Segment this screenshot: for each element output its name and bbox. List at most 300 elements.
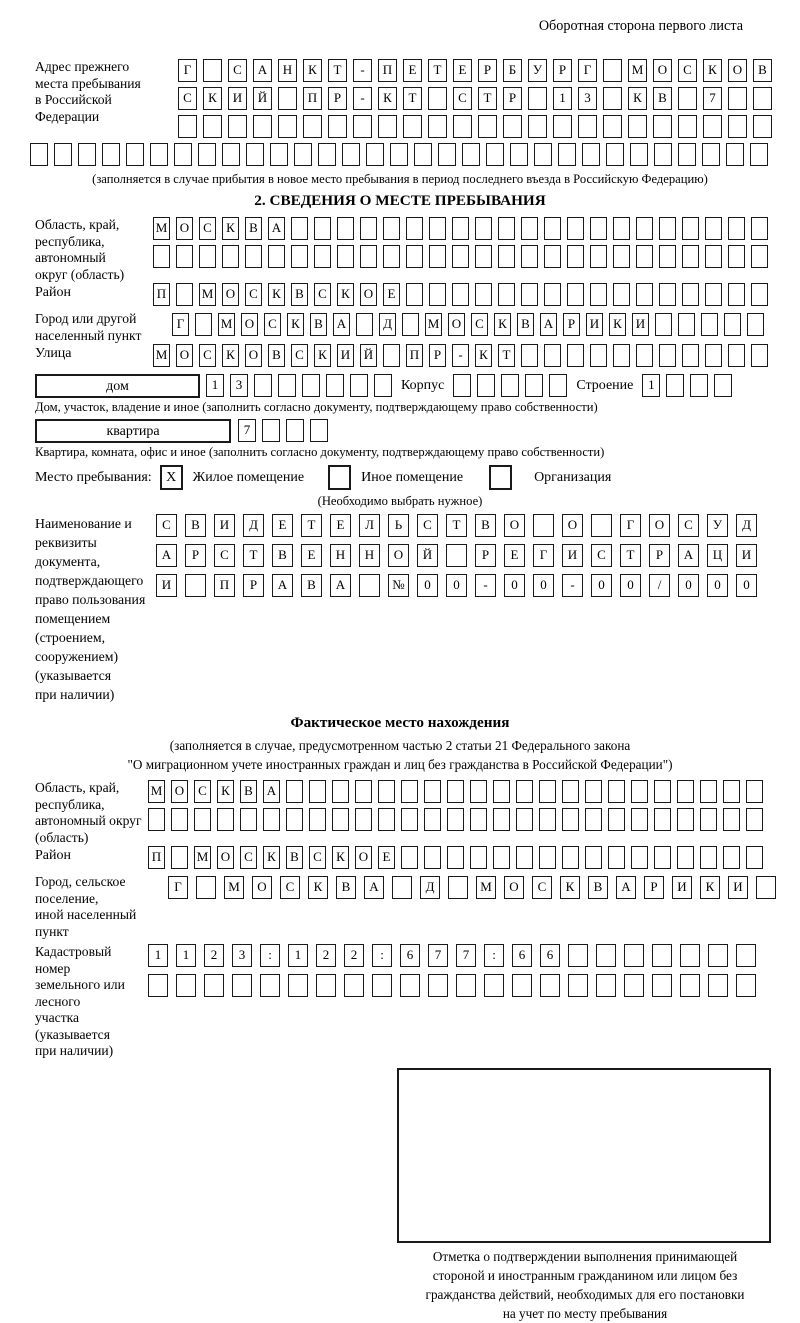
grid-cell[interactable]: [401, 780, 418, 803]
grid-cell[interactable]: [746, 780, 763, 803]
grid-cell[interactable]: В: [475, 514, 496, 537]
grid-cell[interactable]: [700, 808, 717, 831]
grid-cell[interactable]: [659, 217, 676, 240]
grid-cell[interactable]: С: [199, 217, 216, 240]
grid-cell[interactable]: Н: [278, 59, 297, 82]
grid-cell[interactable]: Д: [736, 514, 757, 537]
grid-cell[interactable]: [171, 846, 188, 869]
grid-cell[interactable]: [302, 374, 320, 397]
grid-cell[interactable]: [314, 217, 331, 240]
grid-cell[interactable]: [360, 217, 377, 240]
grid-cell[interactable]: [613, 283, 630, 306]
grid-cell[interactable]: [516, 808, 533, 831]
grid-cell[interactable]: [747, 313, 764, 336]
grid-cell[interactable]: В: [517, 313, 534, 336]
grid-cell[interactable]: 3: [232, 944, 252, 967]
grid-cell[interactable]: [278, 115, 297, 138]
grid-cell[interactable]: [401, 846, 418, 869]
grid-cell[interactable]: [174, 143, 192, 166]
grid-cell[interactable]: П: [148, 846, 165, 869]
grid-cell[interactable]: [567, 245, 584, 268]
grid-cell[interactable]: [603, 115, 622, 138]
grid-cell[interactable]: [286, 780, 303, 803]
grid-cell[interactable]: [636, 344, 653, 367]
grid-cell[interactable]: [378, 808, 395, 831]
grid-cell[interactable]: [262, 419, 280, 442]
grid-cell[interactable]: [677, 808, 694, 831]
grid-cell[interactable]: Г: [168, 876, 188, 899]
grid-cell[interactable]: [723, 808, 740, 831]
grid-cell[interactable]: [591, 514, 612, 537]
grid-cell[interactable]: [544, 344, 561, 367]
grid-cell[interactable]: К: [628, 87, 647, 110]
grid-cell[interactable]: [680, 974, 700, 997]
grid-cell[interactable]: [447, 846, 464, 869]
grid-cell[interactable]: [406, 283, 423, 306]
grid-cell[interactable]: [288, 974, 308, 997]
grid-cell[interactable]: [478, 115, 497, 138]
grid-cell[interactable]: К: [703, 59, 722, 82]
grid-cell[interactable]: [708, 944, 728, 967]
grid-cell[interactable]: С: [264, 313, 281, 336]
grid-cell[interactable]: А: [678, 544, 699, 567]
grid-cell[interactable]: [562, 846, 579, 869]
grid-cell[interactable]: [659, 344, 676, 367]
grid-cell[interactable]: В: [245, 217, 262, 240]
grid-cell[interactable]: -: [452, 344, 469, 367]
grid-cell[interactable]: [751, 217, 768, 240]
grid-cell[interactable]: С: [291, 344, 308, 367]
grid-cell[interactable]: [171, 808, 188, 831]
grid-cell[interactable]: [751, 283, 768, 306]
grid-cell[interactable]: [746, 808, 763, 831]
grid-cell[interactable]: [470, 846, 487, 869]
grid-cell[interactable]: [608, 846, 625, 869]
grid-cell[interactable]: [631, 846, 648, 869]
grid-cell[interactable]: 7: [703, 87, 722, 110]
grid-cell[interactable]: [356, 313, 373, 336]
grid-cell[interactable]: [355, 780, 372, 803]
grid-cell[interactable]: Е: [383, 283, 400, 306]
grid-cell[interactable]: [401, 808, 418, 831]
grid-cell[interactable]: 0: [504, 574, 525, 597]
grid-cell[interactable]: Г: [178, 59, 197, 82]
grid-cell[interactable]: [148, 808, 165, 831]
grid-cell[interactable]: Р: [243, 574, 264, 597]
dom-field-box[interactable]: дом: [35, 374, 200, 398]
grid-cell[interactable]: [630, 143, 648, 166]
grid-cell[interactable]: И: [562, 544, 583, 567]
grid-cell[interactable]: 1: [148, 944, 168, 967]
grid-cell[interactable]: [456, 974, 476, 997]
grid-cell[interactable]: [402, 313, 419, 336]
grid-cell[interactable]: [596, 974, 616, 997]
grid-cell[interactable]: [728, 283, 745, 306]
grid-cell[interactable]: [217, 808, 234, 831]
grid-cell[interactable]: [447, 808, 464, 831]
grid-cell[interactable]: [654, 808, 671, 831]
grid-cell[interactable]: [126, 143, 144, 166]
grid-cell[interactable]: И: [214, 514, 235, 537]
grid-cell[interactable]: [203, 59, 222, 82]
grid-cell[interactable]: П: [406, 344, 423, 367]
grid-cell[interactable]: [682, 283, 699, 306]
grid-cell[interactable]: [314, 245, 331, 268]
grid-cell[interactable]: Р: [429, 344, 446, 367]
grid-cell[interactable]: [360, 245, 377, 268]
grid-cell[interactable]: [682, 344, 699, 367]
grid-cell[interactable]: Н: [330, 544, 351, 567]
grid-cell[interactable]: К: [303, 59, 322, 82]
grid-cell[interactable]: В: [286, 846, 303, 869]
grid-cell[interactable]: У: [528, 59, 547, 82]
grid-cell[interactable]: [245, 245, 262, 268]
grid-cell[interactable]: [503, 115, 522, 138]
grid-cell[interactable]: [728, 87, 747, 110]
grid-cell[interactable]: [659, 245, 676, 268]
grid-cell[interactable]: [528, 87, 547, 110]
grid-cell[interactable]: [652, 944, 672, 967]
grid-cell[interactable]: С: [280, 876, 300, 899]
grid-cell[interactable]: С: [309, 846, 326, 869]
grid-cell[interactable]: [374, 374, 392, 397]
grid-cell[interactable]: 0: [620, 574, 641, 597]
grid-cell[interactable]: К: [308, 876, 328, 899]
grid-cell[interactable]: К: [560, 876, 580, 899]
grid-cell[interactable]: 3: [230, 374, 248, 397]
grid-cell[interactable]: Р: [553, 59, 572, 82]
grid-cell[interactable]: [498, 217, 515, 240]
grid-cell[interactable]: [590, 217, 607, 240]
grid-cell[interactable]: [428, 115, 447, 138]
grid-cell[interactable]: О: [355, 846, 372, 869]
grid-cell[interactable]: [567, 283, 584, 306]
grid-cell[interactable]: [624, 944, 644, 967]
grid-cell[interactable]: [328, 115, 347, 138]
grid-cell[interactable]: [544, 245, 561, 268]
grid-cell[interactable]: [714, 374, 732, 397]
grid-cell[interactable]: [392, 876, 412, 899]
grid-cell[interactable]: -: [353, 59, 372, 82]
grid-cell[interactable]: Р: [328, 87, 347, 110]
grid-cell[interactable]: У: [707, 514, 728, 537]
grid-cell[interactable]: [585, 780, 602, 803]
grid-cell[interactable]: [294, 143, 312, 166]
grid-cell[interactable]: К: [217, 780, 234, 803]
grid-cell[interactable]: Т: [498, 344, 515, 367]
grid-cell[interactable]: Е: [504, 544, 525, 567]
grid-cell[interactable]: О: [728, 59, 747, 82]
grid-cell[interactable]: [222, 143, 240, 166]
grid-cell[interactable]: [568, 974, 588, 997]
grid-cell[interactable]: И: [156, 574, 177, 597]
grid-cell[interactable]: С: [240, 846, 257, 869]
grid-cell[interactable]: 1: [553, 87, 572, 110]
grid-cell[interactable]: :: [260, 944, 280, 967]
grid-cell[interactable]: И: [672, 876, 692, 899]
grid-cell[interactable]: [701, 313, 718, 336]
grid-cell[interactable]: Р: [563, 313, 580, 336]
grid-cell[interactable]: [447, 780, 464, 803]
grid-cell[interactable]: /: [649, 574, 670, 597]
grid-cell[interactable]: [318, 143, 336, 166]
grid-cell[interactable]: [176, 974, 196, 997]
grid-cell[interactable]: [383, 245, 400, 268]
grid-cell[interactable]: [372, 974, 392, 997]
grid-cell[interactable]: [462, 143, 480, 166]
grid-cell[interactable]: 1: [206, 374, 224, 397]
grid-cell[interactable]: А: [330, 574, 351, 597]
grid-cell[interactable]: [185, 574, 206, 597]
grid-cell[interactable]: М: [153, 217, 170, 240]
grid-cell[interactable]: С: [591, 544, 612, 567]
grid-cell[interactable]: В: [291, 283, 308, 306]
grid-cell[interactable]: В: [653, 87, 672, 110]
grid-cell[interactable]: А: [364, 876, 384, 899]
grid-cell[interactable]: С: [678, 514, 699, 537]
grid-cell[interactable]: П: [303, 87, 322, 110]
grid-cell[interactable]: [484, 974, 504, 997]
grid-cell[interactable]: [705, 283, 722, 306]
grid-cell[interactable]: [608, 808, 625, 831]
grid-cell[interactable]: И: [337, 344, 354, 367]
grid-cell[interactable]: [310, 419, 328, 442]
grid-cell[interactable]: [286, 419, 304, 442]
grid-cell[interactable]: [680, 944, 700, 967]
grid-cell[interactable]: [539, 780, 556, 803]
grid-cell[interactable]: А: [268, 217, 285, 240]
grid-cell[interactable]: [653, 115, 672, 138]
grid-cell[interactable]: Т: [328, 59, 347, 82]
grid-cell[interactable]: [501, 374, 519, 397]
grid-cell[interactable]: [603, 59, 622, 82]
grid-cell[interactable]: [470, 808, 487, 831]
grid-cell[interactable]: [708, 974, 728, 997]
grid-cell[interactable]: А: [156, 544, 177, 567]
grid-cell[interactable]: [196, 876, 216, 899]
grid-cell[interactable]: -: [353, 87, 372, 110]
grid-cell[interactable]: [540, 974, 560, 997]
grid-cell[interactable]: [176, 245, 193, 268]
grid-cell[interactable]: А: [616, 876, 636, 899]
grid-cell[interactable]: 1: [642, 374, 660, 397]
grid-cell[interactable]: Й: [417, 544, 438, 567]
grid-cell[interactable]: [521, 245, 538, 268]
grid-cell[interactable]: [606, 143, 624, 166]
grid-cell[interactable]: [659, 283, 676, 306]
grid-cell[interactable]: [539, 808, 556, 831]
grid-cell[interactable]: В: [268, 344, 285, 367]
grid-cell[interactable]: Р: [503, 87, 522, 110]
grid-cell[interactable]: С: [453, 87, 472, 110]
grid-cell[interactable]: [631, 808, 648, 831]
grid-cell[interactable]: [493, 780, 510, 803]
grid-cell[interactable]: [337, 245, 354, 268]
grid-cell[interactable]: [424, 808, 441, 831]
grid-cell[interactable]: Д: [243, 514, 264, 537]
grid-cell[interactable]: О: [252, 876, 272, 899]
grid-cell[interactable]: [553, 115, 572, 138]
grid-cell[interactable]: [406, 245, 423, 268]
grid-cell[interactable]: И: [728, 876, 748, 899]
grid-cell[interactable]: [353, 115, 372, 138]
grid-cell[interactable]: [222, 245, 239, 268]
grid-cell[interactable]: К: [287, 313, 304, 336]
grid-cell[interactable]: О: [176, 217, 193, 240]
grid-cell[interactable]: [291, 217, 308, 240]
grid-cell[interactable]: [590, 245, 607, 268]
grid-cell[interactable]: [603, 87, 622, 110]
grid-cell[interactable]: [153, 245, 170, 268]
grid-cell[interactable]: [498, 283, 515, 306]
grid-cell[interactable]: Р: [185, 544, 206, 567]
grid-cell[interactable]: [400, 974, 420, 997]
grid-cell[interactable]: [178, 115, 197, 138]
grid-cell[interactable]: [453, 374, 471, 397]
grid-cell[interactable]: Ц: [707, 544, 728, 567]
grid-cell[interactable]: 0: [678, 574, 699, 597]
grid-cell[interactable]: 6: [512, 944, 532, 967]
grid-cell[interactable]: П: [214, 574, 235, 597]
grid-cell[interactable]: К: [203, 87, 222, 110]
grid-cell[interactable]: [562, 808, 579, 831]
grid-cell[interactable]: Р: [475, 544, 496, 567]
grid-cell[interactable]: Т: [620, 544, 641, 567]
grid-cell[interactable]: 0: [736, 574, 757, 597]
grid-cell[interactable]: К: [700, 876, 720, 899]
grid-cell[interactable]: [475, 245, 492, 268]
grid-cell[interactable]: М: [199, 283, 216, 306]
grid-cell[interactable]: А: [272, 574, 293, 597]
grid-cell[interactable]: [203, 115, 222, 138]
grid-cell[interactable]: [429, 283, 446, 306]
grid-cell[interactable]: [475, 217, 492, 240]
grid-cell[interactable]: [428, 974, 448, 997]
grid-cell[interactable]: -: [562, 574, 583, 597]
grid-cell[interactable]: [750, 143, 768, 166]
grid-cell[interactable]: В: [301, 574, 322, 597]
grid-cell[interactable]: К: [268, 283, 285, 306]
grid-cell[interactable]: [278, 87, 297, 110]
grid-cell[interactable]: [486, 143, 504, 166]
grid-cell[interactable]: [533, 514, 554, 537]
grid-cell[interactable]: [254, 374, 272, 397]
grid-cell[interactable]: О: [653, 59, 672, 82]
grid-cell[interactable]: [562, 780, 579, 803]
grid-cell[interactable]: Е: [453, 59, 472, 82]
grid-cell[interactable]: О: [562, 514, 583, 537]
grid-cell[interactable]: [654, 143, 672, 166]
grid-cell[interactable]: 7: [238, 419, 256, 442]
grid-cell[interactable]: [286, 808, 303, 831]
grid-cell[interactable]: [521, 217, 538, 240]
grid-cell[interactable]: [253, 115, 272, 138]
grid-cell[interactable]: А: [333, 313, 350, 336]
grid-cell[interactable]: [270, 143, 288, 166]
grid-cell[interactable]: [176, 283, 193, 306]
grid-cell[interactable]: 0: [533, 574, 554, 597]
grid-cell[interactable]: [403, 115, 422, 138]
grid-cell[interactable]: [406, 217, 423, 240]
grid-cell[interactable]: [751, 344, 768, 367]
grid-cell[interactable]: С: [314, 283, 331, 306]
grid-cell[interactable]: [199, 245, 216, 268]
grid-cell[interactable]: 0: [591, 574, 612, 597]
checkbox-inoe[interactable]: [328, 465, 351, 490]
grid-cell[interactable]: [723, 780, 740, 803]
grid-cell[interactable]: [654, 846, 671, 869]
grid-cell[interactable]: [493, 808, 510, 831]
grid-cell[interactable]: С: [214, 544, 235, 567]
grid-cell[interactable]: О: [245, 344, 262, 367]
grid-cell[interactable]: [378, 780, 395, 803]
checkbox-organizatsiya[interactable]: [489, 465, 512, 490]
grid-cell[interactable]: [652, 974, 672, 997]
grid-cell[interactable]: [582, 143, 600, 166]
grid-cell[interactable]: [102, 143, 120, 166]
grid-cell[interactable]: [332, 808, 349, 831]
grid-cell[interactable]: [700, 780, 717, 803]
grid-cell[interactable]: А: [253, 59, 272, 82]
grid-cell[interactable]: Й: [360, 344, 377, 367]
grid-cell[interactable]: [446, 544, 467, 567]
grid-cell[interactable]: [30, 143, 48, 166]
grid-cell[interactable]: [631, 780, 648, 803]
grid-cell[interactable]: М: [148, 780, 165, 803]
grid-cell[interactable]: [585, 808, 602, 831]
grid-cell[interactable]: [194, 808, 211, 831]
grid-cell[interactable]: [477, 374, 495, 397]
grid-cell[interactable]: Г: [620, 514, 641, 537]
grid-cell[interactable]: [309, 808, 326, 831]
grid-cell[interactable]: Е: [330, 514, 351, 537]
grid-cell[interactable]: Е: [272, 514, 293, 537]
grid-cell[interactable]: 2: [316, 944, 336, 967]
grid-cell[interactable]: [498, 245, 515, 268]
grid-cell[interactable]: [756, 876, 776, 899]
grid-cell[interactable]: Т: [301, 514, 322, 537]
grid-cell[interactable]: [268, 245, 285, 268]
grid-cell[interactable]: Т: [243, 544, 264, 567]
grid-cell[interactable]: [204, 974, 224, 997]
grid-cell[interactable]: [355, 808, 372, 831]
grid-cell[interactable]: К: [609, 313, 626, 336]
grid-cell[interactable]: Т: [446, 514, 467, 537]
grid-cell[interactable]: О: [217, 846, 234, 869]
grid-cell[interactable]: [678, 87, 697, 110]
grid-cell[interactable]: М: [153, 344, 170, 367]
grid-cell[interactable]: [424, 846, 441, 869]
grid-cell[interactable]: [702, 143, 720, 166]
grid-cell[interactable]: [78, 143, 96, 166]
grid-cell[interactable]: [590, 344, 607, 367]
grid-cell[interactable]: [613, 344, 630, 367]
grid-cell[interactable]: [636, 245, 653, 268]
grid-cell[interactable]: М: [628, 59, 647, 82]
grid-cell[interactable]: [326, 374, 344, 397]
grid-cell[interactable]: [677, 846, 694, 869]
grid-cell[interactable]: [428, 87, 447, 110]
grid-cell[interactable]: [682, 217, 699, 240]
grid-cell[interactable]: К: [494, 313, 511, 336]
grid-cell[interactable]: В: [310, 313, 327, 336]
grid-cell[interactable]: [736, 944, 756, 967]
grid-cell[interactable]: [728, 245, 745, 268]
grid-cell[interactable]: К: [378, 87, 397, 110]
grid-cell[interactable]: [332, 780, 349, 803]
grid-cell[interactable]: 7: [428, 944, 448, 967]
grid-cell[interactable]: Т: [478, 87, 497, 110]
